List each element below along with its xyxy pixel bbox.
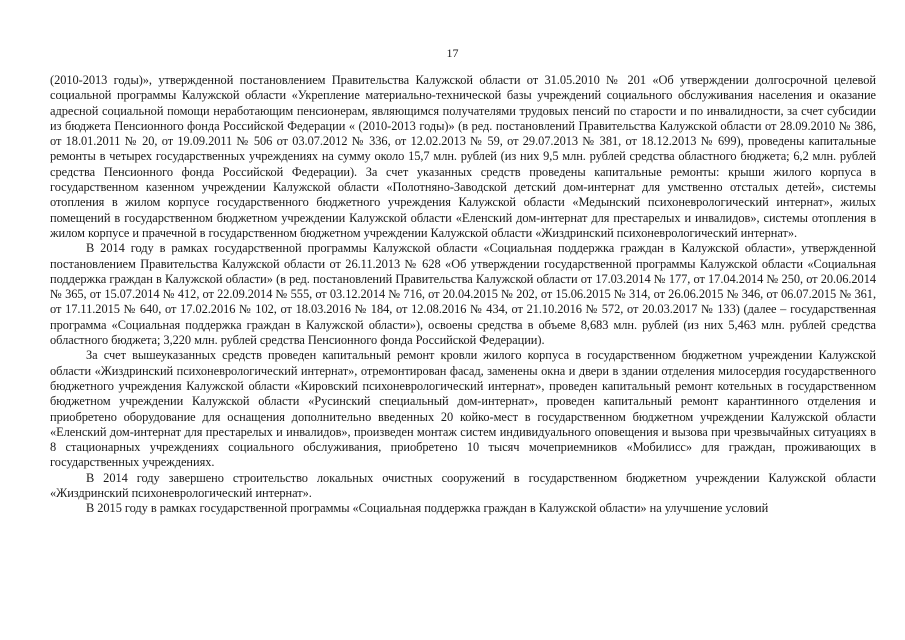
document-body: [50, 73, 876, 517]
paragraph-funds-usage: За счет вышеуказанных средств проведен капитальный ремонт кровли жилого корпуса в государственном бюджетном учреждении Калужской области «Жиздринский психоневрологический интернат», отремонтирован фасад, заменены окна и двери в здании отделения милосердия государственного бюджетного учреждения Калужской области «Кировский психоневрологический интернат», проведен капитальный ремонт котельных в государственном бюджетном учреждении Калужской области «Русинский специальный дом-интернат», проведен капитальный ремонт карантинного отделения и приобретено оборудование для оснащения дополнительно введенных 20 койко-мест в государственном бюджетном учреждении Калужской области «Еленский дом-интернат для престарелых и инвалидов», произведен монтаж систем индивидуального оповещения и вызова при чрезвычайных ситуациях в 8 стационарных учреждениях социального обслуживания, приобретено 10 тысяч мочеприемников «Мобилисс» для граждан, проживающих в государственных учреждениях.: [50, 348, 876, 470]
paragraph-2010-2013-program: (2010-2013 годы)», утвержденной постановлением Правительства Калужской области от 31.05.2010 № 201 «Об утверждении долгосрочной целевой социальной программы Калужской области «Укрепление материально-технической базы учреждений социального обслуживания населения и оказание адресной социальной помощи неработающим пенсионерам, являющимся получателями трудовых пенсий по старости и по инвалидности, за счет субсидии из бюджета Пенсионного фонда Российской Федерации « (2010-2013 годы)» (в ред. постановлений Правительства Калужской области от 28.09.2010 № 386, от 18.01.2011 № 20, от 19.09.2011 № 506 от 03.07.2012 № 336, от 12.02.2013 № 59, от 29.07.2013 № 381, от 18.12.2013 № 699), проведены капитальные ремонты в четырех государственных учреждениях на сумму около 15,7 млн. рублей (из них 9,5 млн. рублей средства областного бюджета; 6,2 млн. рублей средства Пенсионного фонда Российской Федерации). За счет указанных средств проведены капитальные ремонты: крыши жилого корпуса в государственном казенном учреждении Калужской области «Полотняно-Заводской детский дом-интернат для умственно отсталых детей», системы отопления в жилом корпусе государственного бюджетного учреждения Калужской области «Медынский психоневрологический интернат», жилых помещений в государственном бюджетном учреждении Калужской области «Еленский дом-интернат для престарелых и инвалидов», системы отопления в жилом корпусе и прачечной в государственном бюджетном учреждении Калужской области «Жиздринский психоневрологический интернат».: [50, 73, 876, 240]
paragraph-2015-program: В 2015 году в рамках государственной программы «Социальная поддержка граждан в Калужской области» на улучшение условий: [86, 501, 769, 516]
paragraph-2014-program: В 2014 году в рамках государственной программы Калужской области «Социальная поддержка граждан в Калужской области», утвержденной постановлением Правительства Калужской области от 26.11.2013 № 628 «Об утверждении государственной программы Калужской области «Социальная поддержка граждан в Калужской области» (в ред. постановлений Правительства Калужской области от 17.03.2014 № 177, от 17.04.2014 № 250, от 20.06.2014 № 365, от 15.07.2014 № 412, от 22.09.2014 № 555, от 03.12.2014 № 716, от 20.04.2015 № 202, от 15.06.2015 № 314, от 26.06.2015 № 346, от 06.07.2015 № 361, от 17.11.2015 № 640, от 17.02.2016 № 102, от 18.03.2016 № 184, от 12.08.2016 № 434, от 21.10.2016 № 572, от 20.03.2017 № 133) (далее – государственная программа «Социальная поддержка граждан в Калужской области»), освоены средства в объеме 8,683 млн. рублей (из них 5,463 млн. рублей средства областного бюджета; 3,220 млн. рублей средства Пенсионного фонда Российской Федерации).: [50, 241, 876, 348]
page-number: 17: [446, 46, 459, 60]
paragraph-treatment-facilities: В 2014 году завершено строительство локальных очистных сооружений в государственном бюджетном учреждении Калужской области «Жиздринский психоневрологический интернат».: [50, 470, 876, 501]
